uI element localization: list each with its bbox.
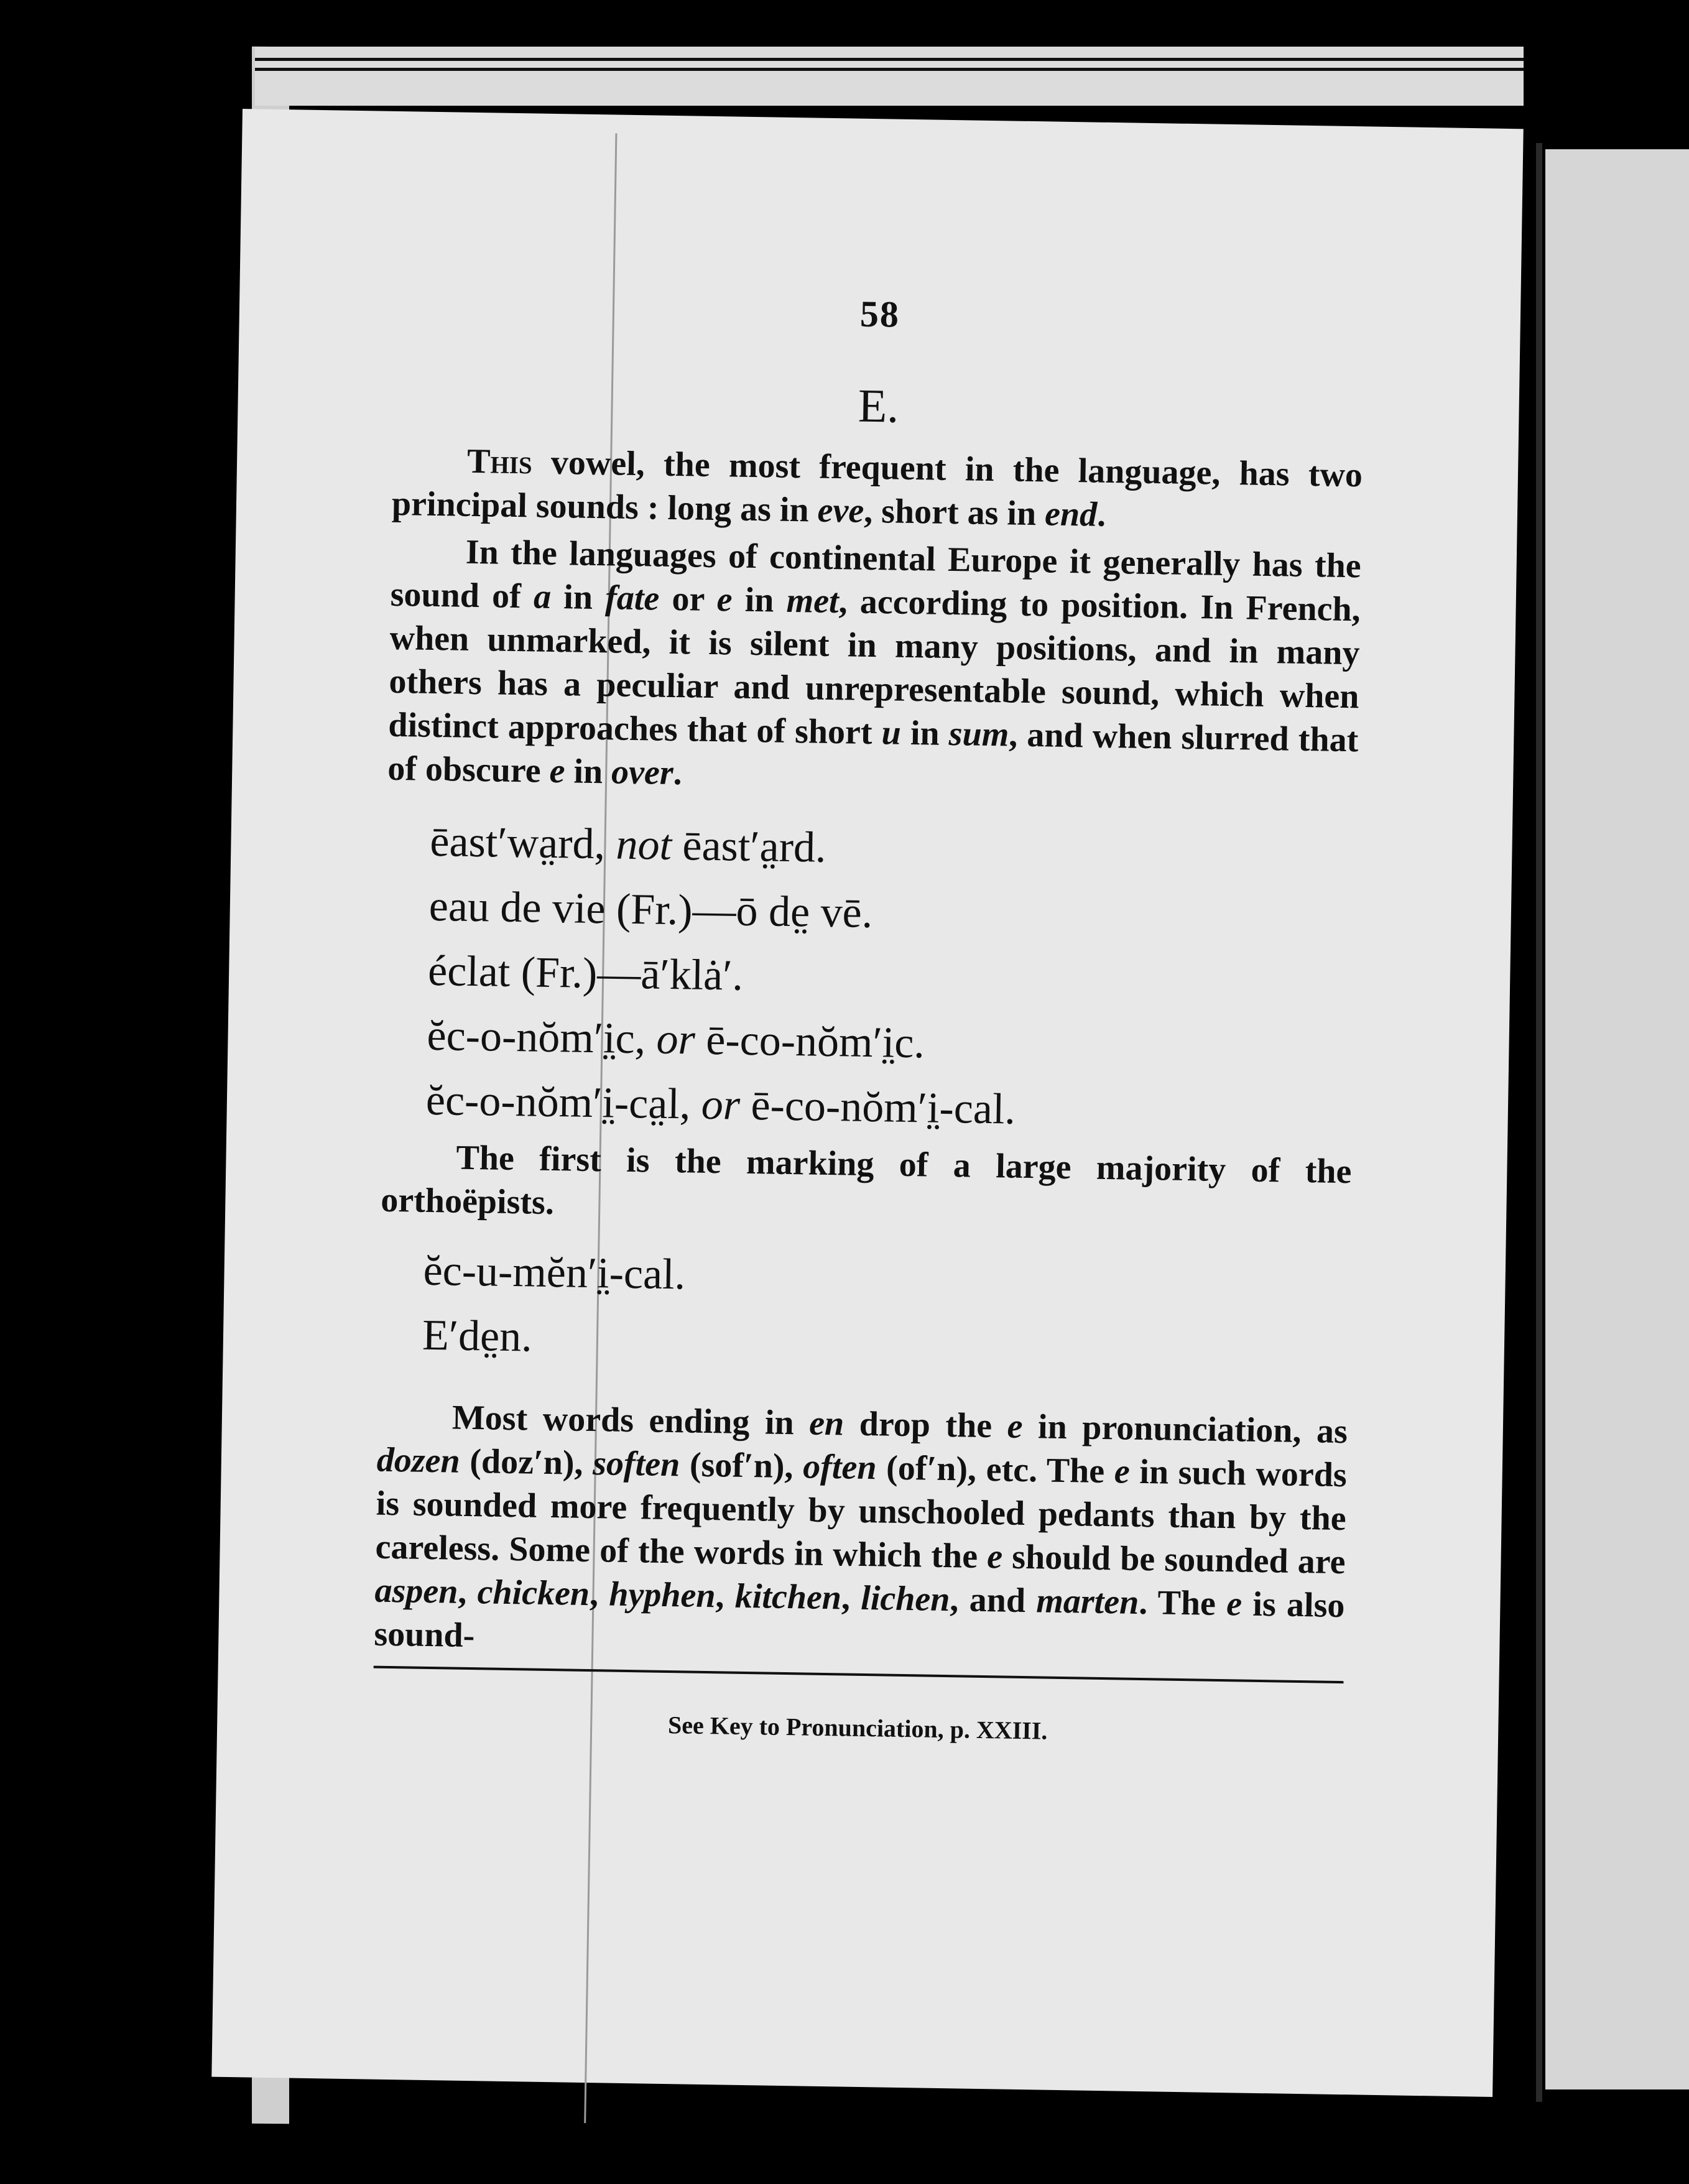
entry-eclat: éclat (Fr.)—ā′klȧ′. [427,946,744,1000]
footer-note: See Key to Pronunciation, p. XXIII. [667,1711,1048,1745]
page-right-edge [1536,143,1542,2102]
en-words-paragraph: Most words ending in en drop the e in pronunciation, as dozen (doz′n), soften (sof′n), often (of′n), etc. The e in such words is sounded more frequently by unschooled pedants than by the careless. Some of the words in which the e should be sounded are aspen, chicken, hyphen, kitchen, lichen, and marten. The e is also sound- [374,1398,1348,1655]
entry-ecumenical: ĕc-u-mĕn′i̤-cal. [423,1246,686,1299]
entry-economical: ĕc-o-nŏm′i̤-ca̤l, or ē-co-nŏm′i̤-cal. [425,1076,1016,1134]
entry-list [380,810,1357,1382]
section-heading: E. [858,379,899,433]
page-number: 58 [859,293,900,335]
entry-eau-de-vie: eau de vie (Fr.)—ō de̤ vē. [428,882,873,938]
page-content [373,285,1365,1750]
top-rule-1 [255,58,1524,61]
top-binding-strip [255,47,1524,106]
entry-note: The first is the marking of a large majority of the orthoëpists. [380,1138,1352,1223]
entry-eastward: ēast′wa̤rd, not ēast′a̤rd. [429,817,827,872]
facing-page-sliver [1545,149,1689,2089]
entry-economic: ĕc-o-nŏm′i̤c, or ē-co-nŏm′i̤c. [427,1011,925,1068]
top-rule-2 [255,68,1524,71]
intro-paragraph: This vowel, the most frequent in the language, has two principal sounds : long as in eve, short as in end. [391,442,1363,534]
entry-eden: E′de̤n. [422,1311,533,1361]
continental-paragraph: In the languages of continental Europe it generally has the sound of a in fate or e in met, according to position. In French, when unmarked, it is silent in many positions, and in many others has a peculiar and unrepresentable sound, which when distinct approaches that of short u in sum, and when slurred that of obscure e in over. [387,532,1362,793]
book-page [211,109,1523,2097]
